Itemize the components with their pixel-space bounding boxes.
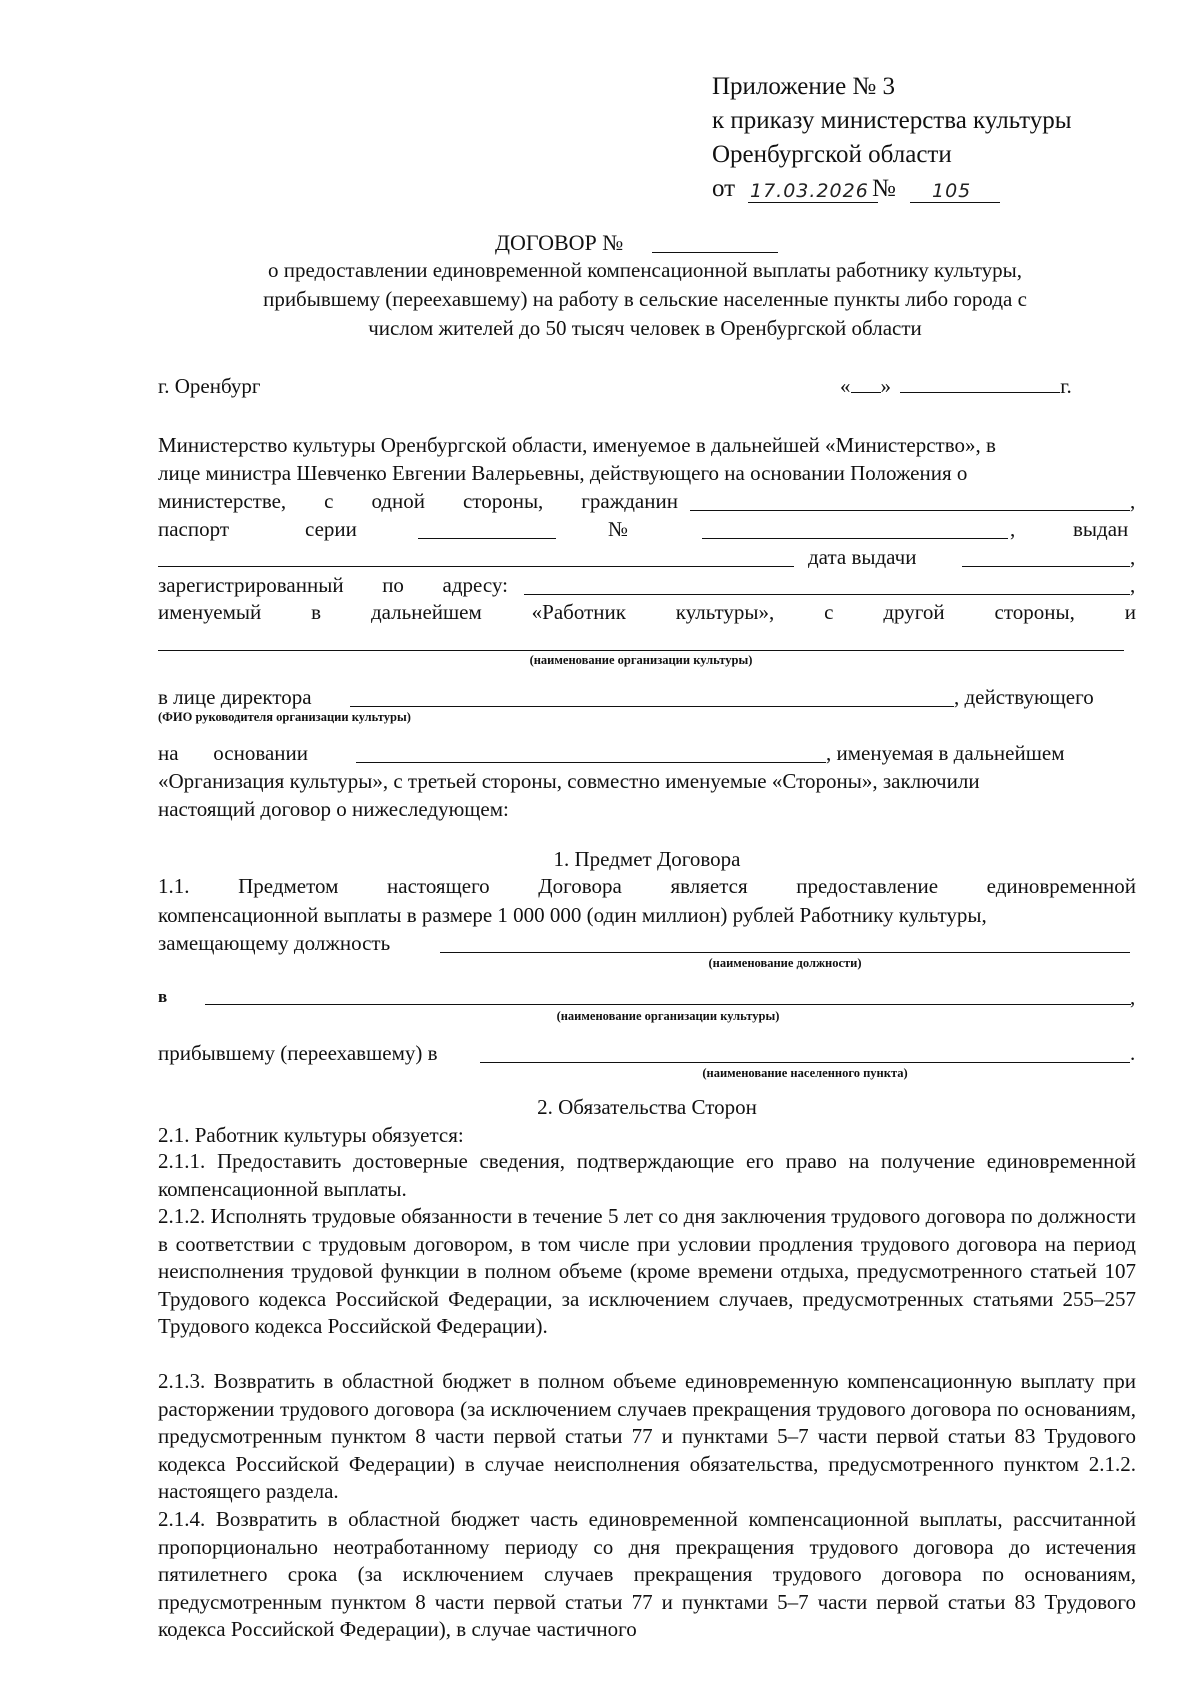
appendix-line-2: к приказу министерства культуры bbox=[712, 107, 1072, 134]
org-field[interactable] bbox=[205, 1004, 1131, 1005]
number-prefix: № bbox=[872, 175, 896, 202]
handwritten-number: 105 bbox=[932, 180, 972, 202]
document-page: Приложение № 3 к приказу министерства культуры Оренбургской области от 17.03.2026 № 105 ДОГОВОР № о предоставлении единовременной компенсационной выплаты работнику культуры, прибывшему (переехавшему) на работу в сельские населенные пункты либо города с числом жителей до 50 тысяч человек в Оренбургской области г. Оренбург « » г. Министерство культуры Оренбургской области, именуемое в дальнейшей «Министерство», в лице министра Шевченко Евгении Валерьевны, действующего на основании Положения о министерстве, с одной стороны, гражданин , паспорт серии № , выдан дата выдачи , зарегистрированный по адресу: , именуемый в дальнейшем «Работник культуры», с другой стороны, и (наименование организации культуры) в лице директора , действующего (ФИО руководителя организации культуры) на основании , именуемая в дальнейшем «Организация культуры», с третьей стороны, совместно именуемые «Стороны», заключили настоящий договор о нижеследующем: 1. Предмет Договора 1.1. Предметом настоящего Договора является предоставление единовременной компенсационной выплаты в размере 1 000 000 (один миллион) рублей Работнику культуры, замещающему должность (наименование должности) в , (наименование организации культуры) прибывшему (переехавшему) в . (наименование населенного пункта) 2. Обязательства Сторон 2.1. Работник культуры обязуется: 2.1.1. Предоставить достоверные сведения, подтверждающие его право на получение единовременной компенсационной выплаты. 2.1.2. Исполнять трудовые обязанности в течение 5 лет со дня заключения трудового договора по должности в соответствии с трудовым договором, в том числе при условии продления трудового договора на период неисполнения трудовой функции в полном объеме (кроме времени отдыха, предусмотренного статьей 107 Трудового кодекса Российской Федерации, за исключением случаев, предусмотренных статьями 255–257 Трудового кодекса Российской Федерации). 2.1.3. Возвратить в областной бюджет в полном объеме единовременную компенсационную выплату при расторжении трудового договора (за исключением случаев прекращения трудового договора по основаниям, предусмотренным пунктом 8 части первой статьи 77 и пунктами 5–7 части первой статьи 83 Трудового кодекса Российской Федерации) в случае неисполнения обязательства, предусмотренного пунктом 2.1.2. настоящего раздела. 2.1.4. Возвратить в областной бюджет часть единовременной компенсационной выплаты, рассчитанной пропорционально неотработанному периоду со дня прекращения трудового договора до истечения пятилетнего срока (за исключением случаев прекращения трудового договора по основаниям, предусмотренным пунктом 8 части первой статьи 77 и пунктами 5–7 части первой статьи 83 Трудового кодекса Российской Федерации), в случае частичного bbox=[0, 0, 1200, 1697]
intro-line-1: Министерство культуры Оренбургской области, именуемое в дальнейшей «Министерство», в bbox=[158, 433, 996, 457]
clause-2-1-2: 2.1.2. Исполнять трудовые обязанности в течение 5 лет со дня заключения трудового договора по должности в соответствии с трудовым договором, в том числе при условии продления трудового договора на период неисполнения трудовой функции в полном объеме (кроме времени отдыха, предусмотренного статьей 107 Трудового кодекса Российской Федерации, за исключением случаев, предусмотренных статьями 255–257 Трудового кодекса Российской Федерации). bbox=[158, 1204, 1136, 1338]
passport-series-field[interactable] bbox=[418, 538, 556, 539]
section-1-heading: 1. Предмет Договора bbox=[553, 847, 741, 871]
caption-org-name: (наименование организации культуры) bbox=[529, 653, 753, 667]
appendix-block bbox=[712, 70, 1072, 206]
clause-1-1-line-3: замещающему должность bbox=[158, 931, 391, 955]
named-worker-line: именуемый в дальнейшем «Работник культуры», с другой стороны, и bbox=[158, 600, 1136, 624]
passport-number-field[interactable] bbox=[702, 538, 1008, 539]
clause-2-1-3: 2.1.3. Возвратить в областной бюджет в полном объеме единовременную компенсационную выплату при расторжении трудового договора (за исключением случаев прекращения трудового договора по основаниям, предусмотренным пунктом 8 части первой статьи 77 и пунктами 5–7 части первой статьи 83 Трудового кодекса Российской Федерации) в случае неисполнения обязательства, предусмотренного пунктом 2.1.2. настоящего раздела. bbox=[158, 1369, 1136, 1503]
section-2-heading: 2. Обязательства Сторон bbox=[537, 1095, 757, 1119]
citizen-name-field[interactable] bbox=[690, 510, 1130, 511]
caption-director: (ФИО руководителя организации культуры) bbox=[158, 710, 411, 724]
intro-final-line: настоящий договор о нижеследующем: bbox=[158, 797, 509, 821]
clause-2-1-4: 2.1.4. Возвратить в областной бюджет часть единовременной компенсационной выплаты, рассчитанной пропорционально неотработанному периоду со дня прекращения трудового договора до истечения пятилетнего срока (за исключением случаев прекращения трудового договора по основаниям, предусмотренным пунктом 8 части первой статьи 77 и пунктами 5–7 части первой статьи 83 Трудового кодекса Российской Федерации), в случае частичного bbox=[158, 1507, 1136, 1641]
clause-2-1: 2.1. Работник культуры обязуется: bbox=[158, 1123, 464, 1147]
position-field[interactable] bbox=[440, 952, 1130, 953]
appendix-date-row bbox=[712, 172, 1072, 206]
intro-line-2: лице министра Шевченко Евгении Валерьевны, действующего на основании Положения о bbox=[158, 461, 968, 485]
basis-field[interactable] bbox=[356, 762, 826, 763]
issued-by-field[interactable] bbox=[158, 566, 794, 567]
registered-label: зарегистрированный по адресу: bbox=[158, 573, 508, 597]
address-field[interactable] bbox=[524, 594, 1130, 595]
date-line: « » г. bbox=[840, 374, 1072, 398]
caption-locality: (наименование населенного пункта) bbox=[702, 1066, 908, 1080]
city: г. Оренбург bbox=[158, 374, 261, 398]
caption-org: (наименование организации культуры) bbox=[556, 1009, 780, 1023]
clause-1-1-line-1: 1.1. Предметом настоящего Договора является предоставление единовременной bbox=[158, 874, 1136, 898]
contract-title: ДОГОВОР № bbox=[495, 230, 624, 255]
intro-line-3: министерстве, с одной стороны, гражданин bbox=[158, 489, 678, 513]
contract-subtitle: о предоставлении единовременной компенсационной выплаты работнику культуры, прибывшему (переехавшему) на работу в сельские населенные пункты либо города с числом жителей до 50 тысяч человек в Оренбургской области bbox=[263, 258, 1027, 340]
clause-1-1-line-2: компенсационной выплаты в размере 1 000 000 (один миллион) рублей Работнику культуры, bbox=[158, 903, 987, 927]
handwritten-date: 17.03.2026 bbox=[750, 180, 869, 202]
appendix-line-3: Оренбургской области bbox=[712, 141, 952, 168]
date-prefix: от bbox=[712, 175, 736, 202]
caption-position: (наименование должности) bbox=[708, 956, 862, 970]
locality-field[interactable] bbox=[480, 1062, 1130, 1063]
intro-org-line: «Организация культуры», с третьей стороны, совместно именуемые «Стороны», заключили bbox=[158, 769, 980, 793]
director-name-field[interactable] bbox=[350, 706, 954, 707]
org-name-field[interactable] bbox=[158, 650, 1124, 651]
clause-2-1-1: 2.1.1. Предоставить достоверные сведения, подтверждающие его право на получение единовременной компенсационной выплаты. bbox=[158, 1149, 1136, 1201]
appendix-title: Приложение № 3 bbox=[712, 73, 896, 100]
issue-date-field[interactable] bbox=[962, 566, 1130, 567]
